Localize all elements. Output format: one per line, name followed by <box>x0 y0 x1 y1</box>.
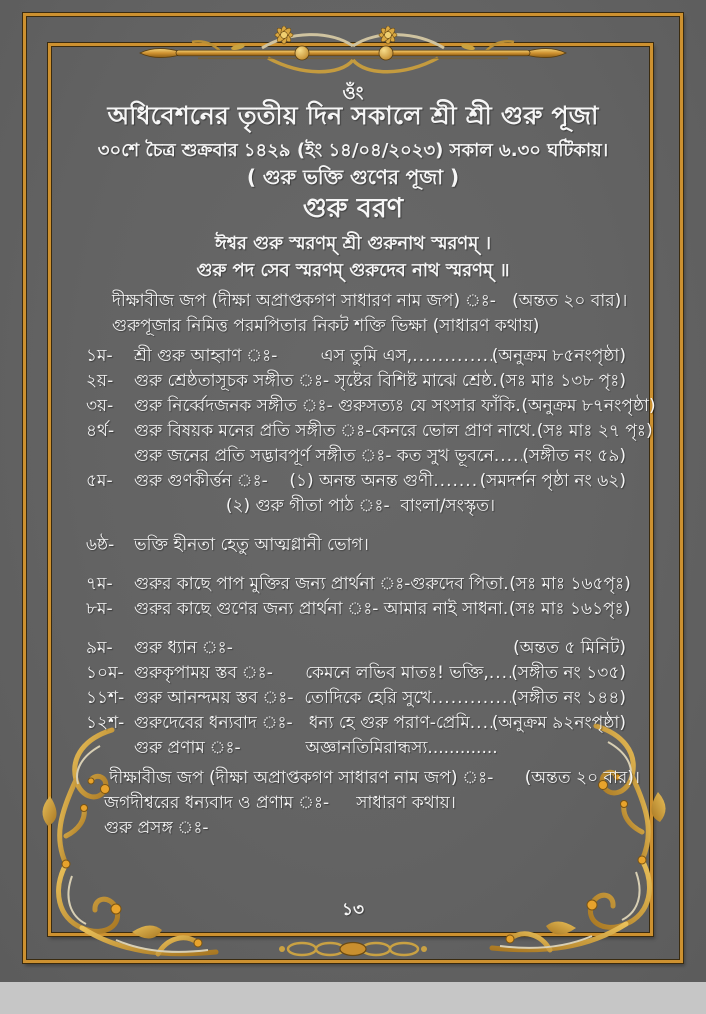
item-ref: (সঃ মাঃ ২৭ পৃঃ) <box>536 421 653 441</box>
closing-block <box>104 766 640 841</box>
item-text: গুরুর কাছে পাপ মুক্তির জন্য প্রার্থনা ঃ-গুরুদেব পিতা <box>134 574 504 594</box>
list-item <box>86 444 626 469</box>
item-number: ৮ম- <box>86 599 113 619</box>
corner-flourish-left-icon <box>20 726 224 966</box>
date-line: ৩০শে চৈত্র শুক্রবার ১৪২৯ (ইং ১৪/০৪/২০২৩) সকাল ৬.৩০ ঘটিকায়। <box>97 140 609 161</box>
dot-leader <box>433 469 479 494</box>
dot-leader <box>470 711 492 736</box>
item-number: ৫ম- <box>86 471 113 491</box>
item-text: গুরু শ্রেষ্ঠতাসূচক সঙ্গীত ঃ- সৃষ্টের বিশিষ্ট মাঝে শ্রেষ্ঠ <box>134 371 493 391</box>
subtitle: ( গুরু ভক্তি গুণের পূজা ) <box>246 165 460 189</box>
item-ref: (অনুক্রম ৯২নংপৃষ্ঠা) <box>491 713 626 733</box>
list-item <box>86 394 656 419</box>
item-number: ৩য়- <box>86 396 114 416</box>
shloka-line-1: ঈশ্বর গুরু স্মরণম্ শ্রী গুরুনাথ স্মরণম্ । <box>214 233 492 254</box>
item-ref: (সঙ্গীত নং ১৪৪) <box>511 688 626 708</box>
item-text: গুরু গুণকীর্ত্তন ঃ- (১) অনন্ত অনন্ত গুণী <box>134 471 434 491</box>
item-text: (২) গুরু গীতা পাঠ ঃ- বাংলা/সংস্কৃত। <box>134 496 496 516</box>
item-number: ৪র্থ- <box>86 421 115 441</box>
item-ref: (সঃ মাঃ ১৩৮ পৃঃ) <box>499 371 626 391</box>
item-text: গুরু বিষয়ক মনের প্রতি সঙ্গীত ঃ-কেনরে ভোল প্রাণ নাথে <box>134 421 531 441</box>
list-item <box>86 533 626 558</box>
bottom-chain-ornament-icon <box>268 939 438 959</box>
item-text: গুরু ধ্যান ঃ- <box>134 638 233 658</box>
item-text: গুরু নির্ব্বেদজনক সঙ্গীত ঃ- গুরুসত্যঃ যে সংসার ফাঁকি <box>134 396 516 416</box>
item-number: ৭ম- <box>86 574 113 594</box>
shloka-line-2: গুরু পদ সেব স্মরণম্ গুরুদেব নাথ স্মরণম্ ॥ <box>196 260 510 281</box>
list-item <box>86 369 626 394</box>
item-ref: (অনুক্রম ৮৭নংপৃষ্ঠা) <box>521 396 656 416</box>
om-symbol: ওঁং <box>342 83 364 104</box>
intro-line-2: গুরুপূজার নিমিত্ত পরমপিতার নিকট শক্তি ভিক্ষা (সাধারণ কথায়) <box>112 316 540 336</box>
item-ref: (সঙ্গীত নং ৫৯) <box>522 446 626 466</box>
closing-text: জগদীশ্বরের ধন্যবাদ ও প্রণাম ঃ- সাধারণ কথায়। <box>104 793 456 813</box>
list-item <box>86 572 631 597</box>
item-text: শ্রী গুরু আহ্বাণ ঃ- এস তুমি এস, <box>134 346 413 366</box>
item-number: ১১শ- <box>86 688 125 708</box>
closing-line <box>104 766 640 791</box>
page-title: অধিবেশনের তৃতীয় দিন সকালে শ্রী শ্রী গুরু পূজা <box>107 101 599 130</box>
item-number: ২য়- <box>86 371 114 391</box>
list-item <box>86 636 626 661</box>
list-item <box>86 344 626 369</box>
dot-leader <box>492 369 499 394</box>
list-item <box>86 736 626 761</box>
list-item <box>86 419 653 444</box>
item-text: গুরুকৃপাময় স্তব ঃ- কেমনে লভিব মাতঃ! ভক্তি, <box>134 663 489 683</box>
item-text: গুরু আনন্দময় স্তব ঃ- তোদিকে হেরি সুখে <box>134 688 432 708</box>
item-number: ৬ষ্ঠ- <box>86 535 115 555</box>
list-item <box>86 494 626 519</box>
list-item <box>86 597 631 622</box>
list-item <box>86 469 626 494</box>
closing-text: গুরু প্রসঙ্গ ঃ- <box>104 818 209 838</box>
item-number: ১ম- <box>86 346 113 366</box>
item-ref: (সঃ মাঃ ১৬১পৃঃ) <box>508 599 631 619</box>
item-text: গুরু জনের প্রতি সদ্ভাবপূর্ণ সঙ্গীত ঃ- কত সুখ ভূবনে <box>134 446 494 466</box>
item-number: ৯ম- <box>86 638 113 658</box>
program-list <box>86 344 656 761</box>
dot-leader <box>432 686 512 711</box>
top-divider-ornament-icon <box>134 26 572 80</box>
list-item <box>86 686 626 711</box>
item-text: গুরুর কাছে গুণের জন্য প্রার্থনা ঃ- আমার নাই সাধনা <box>134 599 503 619</box>
section-title: গুরু বরণ <box>302 193 404 224</box>
item-number: ১০ম- <box>86 663 124 683</box>
item-ref: (সঃ মাঃ ১৬৫পৃঃ) <box>509 574 631 594</box>
bottom-strip <box>0 982 706 1014</box>
closing-text: দীক্ষাবীজ জপ (দীক্ষা অপ্রাপ্তকগণ সাধারণ নাম জপ) ঃ- <box>104 768 494 788</box>
dot-leader <box>489 661 511 686</box>
closing-right: (অন্তত ২০ বার)। <box>524 768 640 788</box>
item-text: গুরুদেবের ধন্যবাদ ঃ- ধন্য হে গুরু পরাণ-প্রেমি <box>134 713 470 733</box>
item-number: ১২শ- <box>86 713 125 733</box>
item-ref: (সঙ্গীত নং ১৩৫) <box>511 663 626 683</box>
intro-line-1: দীক্ষাবীজ জপ (দীক্ষা অপ্রাপ্তকগণ সাধারণ নাম জপ) ঃ- (অন্তত ২০ বার)। <box>112 291 628 311</box>
list-item <box>86 661 626 686</box>
list-item <box>86 711 626 736</box>
dot-leader <box>494 444 522 469</box>
item-ref: (অন্তত ৫ মিনিট) <box>513 638 626 658</box>
closing-line <box>104 791 640 816</box>
item-text: ভক্তি হীনতা হেতু আত্মগ্লানী ভোগ। <box>134 535 369 555</box>
closing-line <box>104 816 640 841</box>
dot-leader <box>412 344 492 369</box>
item-ref: (অনুক্রম ৮৫নংপৃষ্ঠা) <box>491 346 626 366</box>
item-ref: (সমদর্শন পৃষ্ঠা নং ৬২) <box>479 471 626 491</box>
item-text: গুরু প্রণাম ঃ- অজ্ঞানতিমিরান্ধস্য............. <box>134 738 498 758</box>
page-number: ১৩ <box>341 900 365 920</box>
